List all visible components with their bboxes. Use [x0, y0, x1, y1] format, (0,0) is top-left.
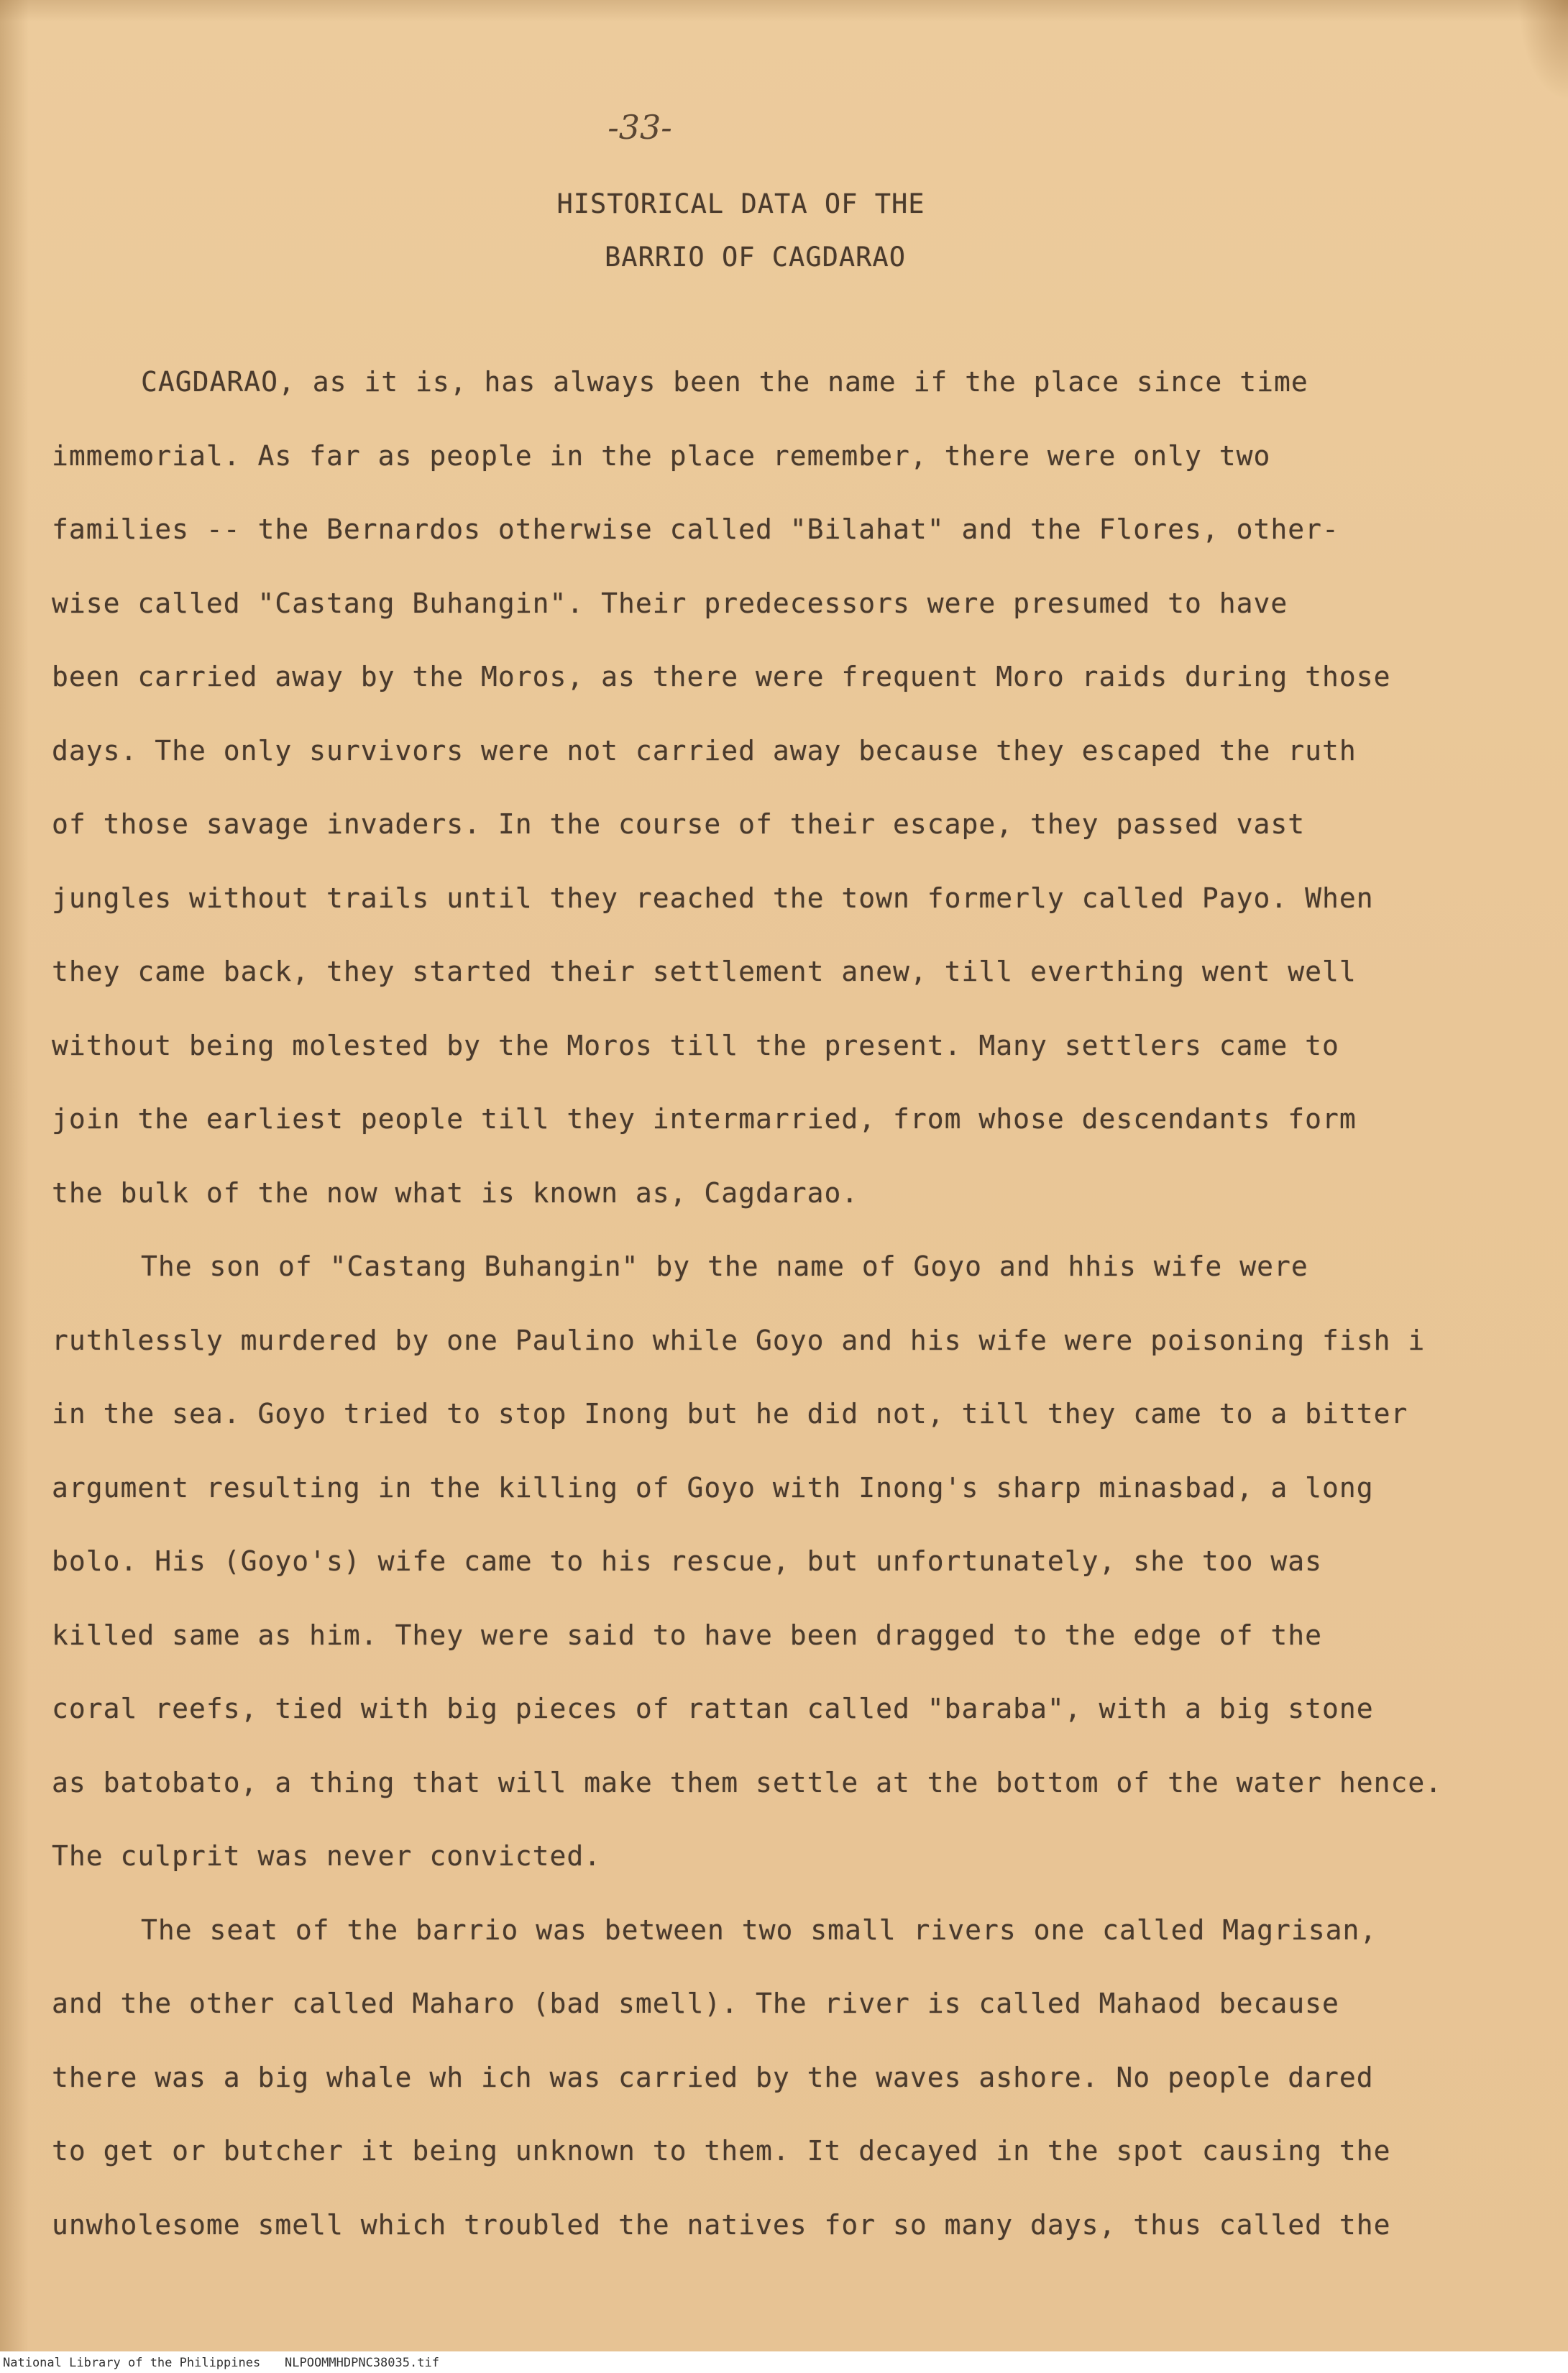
- body-line: in the sea. Goyo tried to stop Inong but he did not, till they came to a bitter: [52, 1398, 1408, 1430]
- body-line: families -- the Bernardos otherwise called "Bilahat" and the Flores, other-: [52, 513, 1339, 545]
- footer-file-id: NLPOOMMHDPNC38035.tif: [285, 2356, 439, 2370]
- body-line: killed same as him. They were said to have been dragged to the edge of the: [52, 1619, 1322, 1651]
- body-line: argument resulting in the killing of Goyo with Inong's sharp minasbad, a long: [52, 1471, 1374, 1504]
- body-line: ruthlessly murdered by one Paulino while Goyo and his wife were poisoning fish i: [52, 1324, 1426, 1356]
- document-body: [52, 345, 1511, 2262]
- body-line: of those savage invaders. In the course of their escape, they passed vast: [52, 808, 1306, 840]
- body-line: wise called "Castang Buhangin". Their predecessors were presumed to have: [52, 587, 1288, 619]
- body-line: there was a big whale wh ich was carried by the waves ashore. No people dared: [52, 2061, 1374, 2093]
- body-line: The son of "Castang Buhangin" by the name of Goyo and hhis wife were: [141, 1250, 1308, 1282]
- body-line: The culprit was never convicted.: [52, 1840, 602, 1872]
- document-title-line-2: BARRIO OF CAGDARAO: [605, 242, 906, 273]
- body-line: and the other called Maharo (bad smell). The river is called Mahaod because: [52, 1988, 1339, 2019]
- corner-stain: [1518, 0, 1568, 101]
- page-number: -33-: [608, 108, 672, 147]
- body-line: the bulk of the now what is known as, Cagdarao.: [52, 1176, 859, 1209]
- page-edge-shadow-left: [0, 0, 29, 2351]
- body-line: jungles without trails until they reached the town formerly called Payo. When: [52, 882, 1374, 914]
- body-line: unwholesome smell which troubled the natives for so many days, thus called the: [52, 2208, 1391, 2241]
- body-line: bolo. His (Goyo's) wife came to his rescue, but unfortunately, she too was: [52, 1545, 1322, 1577]
- body-line: they came back, they started their settlement anew, till everthing went well: [52, 956, 1357, 987]
- page-edge-shadow-top: [0, 0, 1568, 22]
- body-line: immemorial. As far as people in the place remember, there were only two: [52, 439, 1271, 472]
- body-line: coral reefs, tied with big pieces of rattan called "baraba", with a big stone: [52, 1693, 1374, 1724]
- body-line: days. The only survivors were not carried away because they escaped the ruth: [52, 734, 1357, 767]
- body-line: to get or butcher it being unknown to them. It decayed in the spot causing the: [52, 2135, 1391, 2167]
- body-line: CAGDARAO, as it is, has always been the name if the place since time: [141, 366, 1308, 398]
- document-title-line-1: HISTORICAL DATA OF THE: [556, 188, 925, 219]
- body-line: been carried away by the Moros, as there were frequent Moro raids during those: [52, 661, 1391, 692]
- footer-institution: National Library of the Philippines: [3, 2356, 261, 2370]
- scan-footer: [0, 2351, 1568, 2373]
- body-line: as batobato, a thing that will make them settle at the bottom of the water hence.: [52, 1766, 1443, 1798]
- body-line: without being molested by the Moros till the present. Many settlers came to: [52, 1029, 1339, 1061]
- body-line: join the earliest people till they intermarried, from whose descendants form: [52, 1103, 1357, 1135]
- body-line: The seat of the barrio was between two small rivers one called Magrisan,: [141, 1914, 1377, 1946]
